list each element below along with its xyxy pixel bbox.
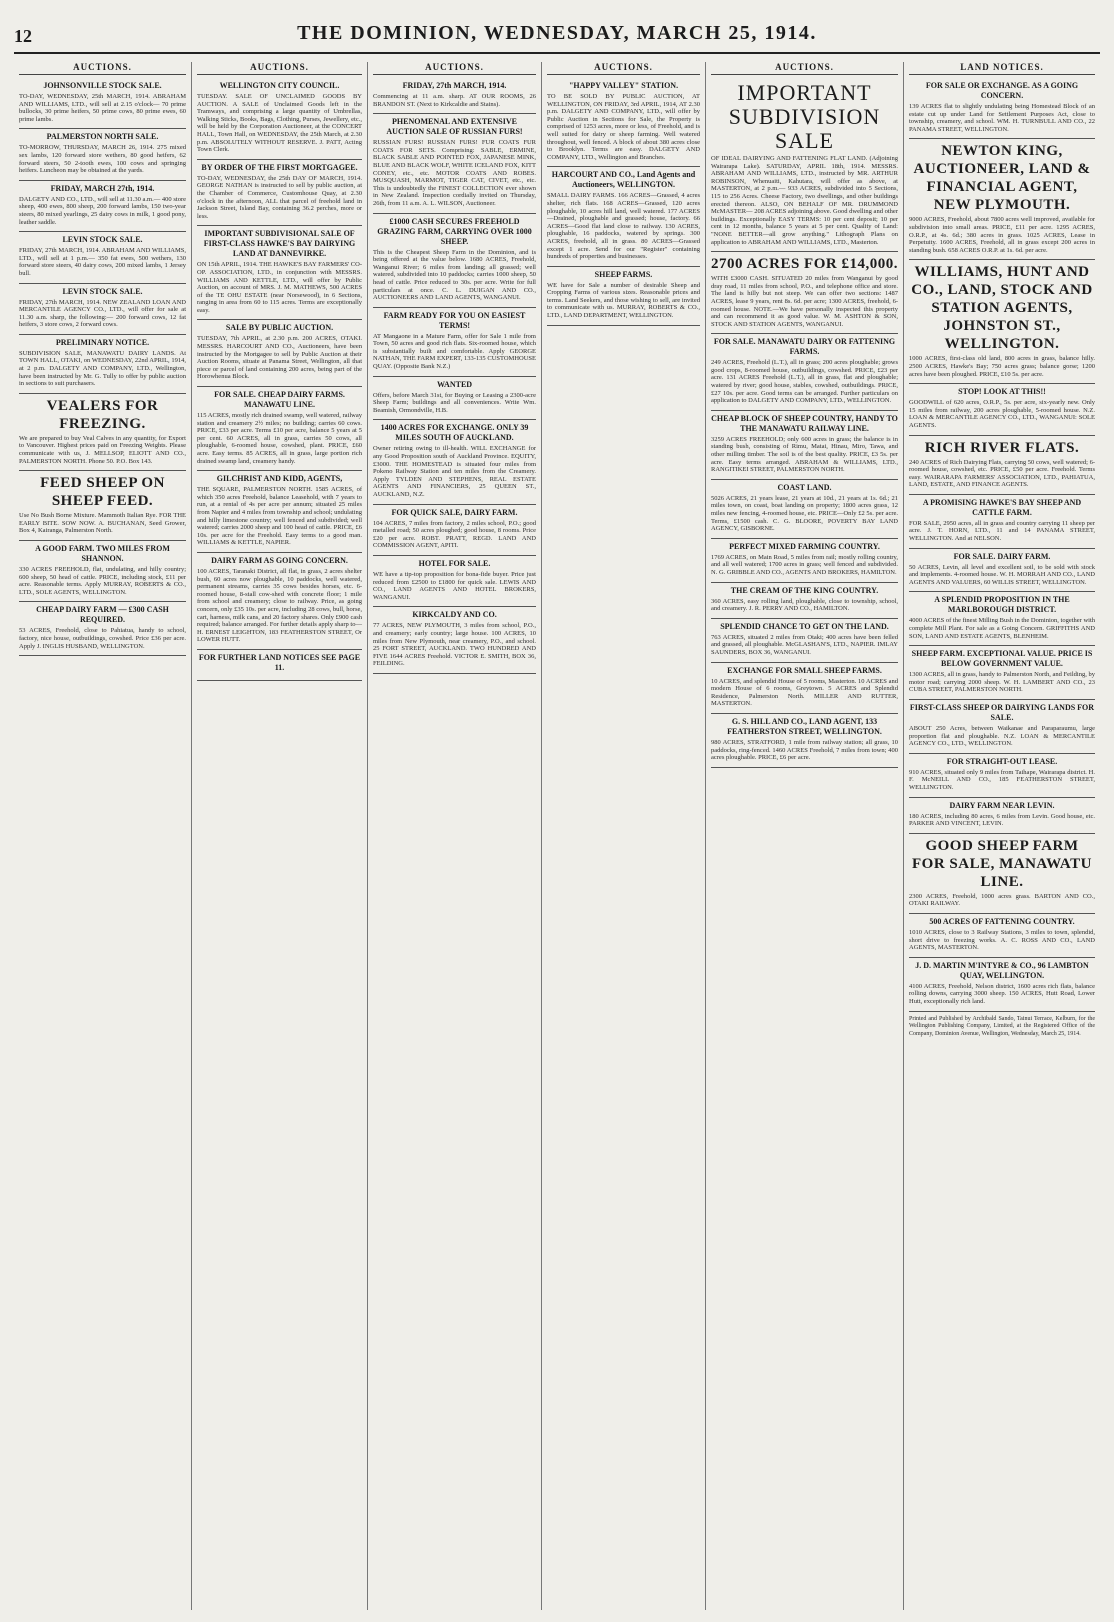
ad-title: LEVIN STOCK SALE. [62, 235, 143, 245]
advertisement [711, 78, 898, 252]
advertisement [373, 78, 536, 114]
ad-body: 5026 ACRES, 21 years lease, 21 years at 10d., 21 years at 1s. 6d.; 21 miles town, on coast, boat landing on property; 1800 acres grass, 12 miles new fencing, 4-roomed house, etc. PRICE—Only £2 5s. per acre. Terms, £1500 cash. C. G. BLOORE, POVERTY BAY LAND AGENCY, GISBORNE. [711, 494, 898, 533]
ad-body: TO BE SOLD BY PUBLIC AUCTION, AT WELLINGTON, ON FRIDAY, 3rd APRIL, 1914, AT 2.30 p.m. DALGETY AND COMPANY, LTD., will offer by Public Auction in Sections for Sale, the Property is comprised of 1253 acres, more or less, of Freehold, and is well suited for dairy or sheep farming. Well watered throughout, well fenced. A block of about 380 acres close to Brooklyn. Terms are easy. DALGETY AND COMPANY, LTD., Wellington and Branches. [547, 93, 700, 161]
ad-title: JOHNSONVILLE STOCK SALE. [43, 81, 162, 90]
advertisement [909, 646, 1095, 700]
advertisement [197, 78, 362, 160]
ad-title: DAIRY FARM AS GOING CONCERN. [211, 555, 348, 565]
ad-title: J. D. MARTIN M'INTYRE & CO., 96 LAMBTON QUAY, WELLINGTON. [915, 960, 1089, 980]
ad-body: 240 ACRES of Rich Dairying Flats, carrying 50 cows, well watered; 6-roomed house, cowshed, etc. PRICE, £50 per acre. Freehold. Terms easy. WAIRARAPA FARMERS' ASSOCIATION, LTD., PAHIATUA, LAND, ESTATE, AND FINANCE AGENTS. [909, 458, 1095, 489]
ad-body: FRIDAY, 27th MARCH, 1914. NEW ZEALAND LOAN AND MERCANTILE AGENCY CO., LTD., will offer for sale at 11.30 a.m. sharp, the following:— 200 forward cows, 12 fat heifers, 3 store cows, 2 forward cows. [19, 298, 186, 329]
ad-title: STOP! LOOK AT THIS!! [958, 387, 1046, 397]
advertisement [909, 139, 1095, 260]
advertisement [373, 377, 536, 421]
ad-body: Offers, before March 31st, for Buying or Leasing a 2300-acre Sheep Farm; buildings and all conveniences. Write Wm. Beamish, Ormondville, H.B. [373, 391, 536, 414]
ad-body: AT Mangaone in a Mature Farm, offer for Sale 1 mile from Town, 50 acres and good rich flats. Six-roomed house, which is substantially built and comfortable. Apply GEORGE NATHAN, THE FARM EXPERT, 133-135 CUSTOMHOUSE QUAY. (Opposite Bank N.Z.) [373, 332, 536, 371]
ad-body: RUSSIAN FURS! RUSSIAN FURS! FUR COATS FUR COATS FOR SETS. Comprising: SABLE, ERMINE, BLACK SABLE AND POINTED FOX, JAPANESE MINK, BLUE AND BLACK WOLF, WHITE ICELAND FOX, KITT CONEY, etc., etc. MOTOR COATS AND ROBES. MUSQUASH, MARMOT, TIGER CAT, CIVET, etc., etc. This is undoubtedly the FINEST COLLECTION ever shown in New Zealand. Inspection cordially invited on Thursday, 26th, from 11 a.m. A. L. WILSON, Auctioneer. [373, 139, 536, 207]
advertisement [547, 167, 700, 266]
ad-title: G. S. HILL AND CO., LAND AGENT, 133 FEATHERSTON STREET, WELLINGTON. [727, 716, 882, 736]
ad-title: SPLENDID CHANCE TO GET ON THE LAND. [720, 621, 889, 631]
advertisement [909, 495, 1095, 549]
ad-body: 9000 ACRES, Freehold, about 7800 acres well improved, available for subdivision into small areas. PRICE, £11 per acre. 1295 ACRES, O.R.P., at 4s. 6d.; 380 acres in grass. 1025 ACRES, Lease in Perpetuity. 1600 ACRES, Freehold, all in grass except 200 acres in standing bush. 658 ACRES O.R.P. at 1s. 6d. per acre. [909, 216, 1095, 254]
ad-title: FOR SALE. CHEAP DAIRY FARMS. MANAWATU LINE. [214, 390, 345, 410]
ad-body: TO-DAY, WEDNESDAY, the 25th DAY OF MARCH, 1914. GEORGE NATHAN is instructed to sell by public auction, at the Chamber of Commerce, Customhouse Quay, at 2.30 o'clock in the afternoon, ALL that parcel of freehold land in Jackson Street, Island Bay, containing 36.2 perches, more or less. [197, 174, 362, 220]
ad-title: FRIDAY, MARCH 27th, 1914. [50, 183, 155, 193]
ad-title: RICH RIVER FLATS. [924, 439, 1080, 456]
column-heading: AUCTIONS. [197, 62, 362, 75]
advertisement [19, 129, 186, 180]
ad-body: Commencing at 11 a.m. sharp. AT OUR ROOMS, 26 BRANDON ST. (Next to Kirkcaldie and Stains). [373, 93, 536, 108]
ad-title: FOR STRAIGHT-OUT LEASE. [946, 756, 1058, 766]
advertisement [19, 78, 186, 129]
ad-title: GOOD SHEEP FARM FOR SALE, MANAWATU LINE. [912, 837, 1092, 890]
ad-body: 77 ACRES, NEW PLYMOUTH, 3 miles from school, P.O., and creamery; early country; large house. 100 ACRES, 10 miles from New Plymouth, near creamery, P.O., and school. 25 FORT STREET, AUCKLAND. TWO HUNDRED AND FIVE 1644 ACRES Freehold. VICTOR E. SMITH, BOX 36, FEILDING. [373, 622, 536, 668]
ad-title: SALE BY PUBLIC AUCTION. [225, 323, 334, 333]
ad-body: We are prepared to buy Veal Calves in any quantity, for Export to Vancouver. Highest prices paid on Freezing Weights. Please communicate with us, J. MELLSOP, ELIOTT AND CO., PALMERSTON NORTH. Phone 50. P.O. Box 143. [19, 434, 186, 465]
advertisement [909, 754, 1095, 798]
advertisement [909, 436, 1095, 495]
ad-body: TO-DAY, WEDNESDAY, 25th MARCH, 1914. ABRAHAM AND WILLIAMS, LTD., will sell at 2.15 o'clock— 70 prime bullocks, 30 prime heifers, 50 prime cows, 80 prime ewes, 60 prime lambs. [19, 93, 186, 123]
ad-title: WANTED [436, 379, 473, 389]
ad-title: £1000 CASH SECURES FREEHOLD GRAZING FARM, CARRYING OVER 1000 SHEEP. [377, 216, 532, 246]
ad-body: TUESDAY, 7th APRIL, at 2.30 p.m. 200 ACRES, OTAKI. MESSRS. HARCOURT AND CO., Auctioneers, have been instructed by the Mortgagee to sell by Public Auction at their Auction Rooms, situate at Panama Street, Wellington, all that piece or parcel of land containing 200 acres, being part of the Horowhenua Block. [197, 335, 362, 381]
ad-body: 910 ACRES, situated only 9 miles from Taihape, Wairarapa district. H. F. McNEILL AND CO., 185 FEATHERSTON STREET, WELLINGTON. [909, 768, 1095, 791]
ad-body: GOODWILL of 620 acres, O.R.P., 5s. per acre, six-yearly new. Only 15 miles from railway, 200 acres ploughable, 5-roomed house. N.Z. LOAN & MERCANTILE AGENCY CO., LTD., WANGANUI: SOLE AGENTS. [909, 399, 1095, 429]
advertisement [711, 583, 898, 619]
advertisement [373, 308, 536, 377]
ad-body: 53 ACRES, Freehold, close to Pahiatua, handy to school, factory, nice house, outbuildings, cowshed. Price £36 per acre. Apply J. INGLIS HUSBAND, WELLINGTON. [19, 627, 186, 650]
ad-title: PHENOMENAL AND EXTENSIVE AUCTION SALE OF RUSSIAN FURS! [386, 117, 523, 137]
advertisement [909, 384, 1095, 435]
advertisement [711, 619, 898, 663]
advertisement [19, 394, 186, 471]
advertisement [373, 420, 536, 504]
ad-body: TO-MORROW, THURSDAY, MARCH 26, 1914. 275 mixed sex lambs, 120 forward store wethers, 80 good heifers, 62 forward steers, 50 2-tooth ewes, 100 cows and springing heifers. Luncheon may be obtained at the yards. [19, 144, 186, 175]
ad-body: 763 ACRES, situated 2 miles from Otaki; 400 acres have been felled and grassed, all ploughable. McGLASHAN'S, LTD., NAPIER. IMLAY SAUNDERS, BOX 36, WANGANUI. [711, 633, 898, 656]
ad-title: BY ORDER OF THE FIRST MORTGAGEE. [201, 162, 358, 172]
column-heading: AUCTIONS. [547, 62, 700, 75]
ad-body: 180 ACRES, including 80 acres, 6 miles from Levin. Good house, etc. PARKER AND VINCENT, LEVIN. [909, 812, 1095, 828]
ad-title: LEVIN STOCK SALE. [62, 286, 143, 296]
advertisement [19, 602, 186, 656]
ad-title: COAST LAND. [777, 482, 832, 492]
ad-title: PALMERSTON NORTH SALE. [46, 132, 159, 142]
advertisement [711, 480, 898, 539]
advertisement [373, 607, 536, 674]
ad-title: "HAPPY VALLEY" STATION. [568, 81, 679, 90]
ad-body: 1010 ACRES, close to 3 Railway Stations, 3 miles to town, splendid, short drive to freezing works. A. C. ROSS AND CO., LAND AGENTS, MASTERTON. [909, 928, 1095, 952]
column-heading: AUCTIONS. [19, 62, 186, 75]
column-heading: AUCTIONS. [373, 62, 536, 75]
ad-body: 360 ACRES, easy rolling land, ploughable, close to township, school, and creamery. J. R. PERRY AND CO., HAMILTON. [711, 597, 898, 613]
ad-body: 249 ACRES, Freehold (L.T.), all in grass; 200 acres ploughable; grows good crops, 8-roomed house, outbuildings, cowshed. PRICE, £23 per acre. 131 ACRES Freehold (L.T.), all in grass, flat and ploughable; watered by river; good house, stables, cowshed, outbuildings. PRICE, £27 10s. per acre. Good terms can be arranged. Further particulars on application to DALGETY AND COMPANY, LTD., WELLINGTON. [711, 359, 898, 405]
ad-body: FOR SALE, 2950 acres, all in grass and country carrying 11 sheep per acre. J. T. HORN, LTD., 11 and 14 PANAMA STREET, WELLINGTON. And at NELSON. [909, 519, 1095, 543]
ad-body: OF IDEAL DAIRYING AND FATTENING FLAT LAND. (Adjoining Wairarapa Lake). SATURDAY, APRIL 18th, 1914. MESSRS. ABRAHAM AND WILLIAMS, LTD., instructed by MR. ARTHUR ROBINSON, Whenuaiti, Kahutara, will offer as above, at MASTERTON, at 2 p.m.— 933 ACRES, subdivided into 5 Sections, 115 to 256 Acres. Cheese Factory, two dwellings, and other buildings erected thereon. ALSO, ON BEHALF OF MR. DRUMMOND McMASTER— 208 ACRES adjoining above. Good dwelling and other buildings. Exceptionally EASY TERMS: 10 per cent deposit; 10 per cent in 12 months, balance 5 years at 5 per cent. Quality of Land: "NONE BETTER—all grow anything." Lithograph Plans on application to ABRAHAM AND WILLIAMS, LTD., Masterton. [711, 155, 898, 246]
ad-body: 139 ACRES flat to slightly undulating being Homestead Block of an estate cut up under Land for Settlement Purposes Act, close to township, creamery, and school. WM. H. TURNBULL AND CO., 22 PANAMA STREET, WELLINGTON. [909, 103, 1095, 133]
column-2 [192, 62, 368, 1610]
ad-body: 1000 ACRES, first-class old land, 800 acres in grass, balance hilly. 2500 ACRES, Hawke's Bay; 750 acres grass; balance gorse; 1200 acres have been ploughed. PRICE, £10 5s. per acre. [909, 355, 1095, 378]
advertisement [373, 114, 536, 213]
ad-title: SHEEP FARM. EXCEPTIONAL VALUE. PRICE IS BELOW GOVERNMENT VALUE. [911, 649, 1093, 669]
printer-imprint: Printed and Published by Archibald Sando, Tainui Terrace, Kelburn, for the Wellington Publishing Company, Limited, at the Registered Office of the Company, Dominion Avenue, Wellington, Wednesday, March 25, 1914. [909, 1015, 1095, 1037]
ad-body: WE have for Sale a number of desirable Sheep and Cropping Farms of various sizes. Reasonable prices and terms. Land Seekers, and those wishing to sell, are invited to communicate with us. MURRAY, ROBERTS & CO., LTD., LAND DEPARTMENT, WELLINGTON. [547, 281, 700, 320]
ad-title: PERFECT MIXED FARMING COUNTRY. [729, 541, 880, 551]
advertisement [19, 284, 186, 335]
ad-body: Use No Bush Borne Mixture. Mammoth Italian Rye. FOR THE EARLY BITE. SOW NOW. A. BUCHANAN, Seed Grower, Box 4, Kairanga, Palmerston North. [19, 512, 186, 535]
ad-body: 104 ACRES, 7 miles from factory, 2 miles school, P.O.; good metalled road; 50 acres ploughed; good house, 8 rooms. Price £20 per acre. ROBT. PRATT, REGD. LAND AND COMMISSION AGENT, APITI. [373, 519, 536, 550]
advertisement [197, 226, 362, 320]
ad-title: FEED SHEEP ON SHEEP FEED. [40, 475, 165, 510]
ad-title: 500 ACRES OF FATTENING COUNTRY. [929, 916, 1075, 926]
ad-title: IMPORTANT SUBDIVISIONAL SALE OF FIRST-CLASS HAWKE'S BAY DAIRYING LAND AT DANNEVIRKE. [203, 229, 356, 259]
ad-body: WITH £3000 CASH. SITUATED 20 miles from Wanganui by good dray road, 11 miles from school, P.O., and telephone office and store. The land is hilly but not steep. We can offer two sections: 1487 ACRES, lease 9 years, rent 8s. 6d. per acre; 1300 ACRES, freehold, 6-roomed house. NOTE.—We have personally inspected this property and can recommend it as good value. W. M. ASHTON & SON, STOCK AND STATION AGENTS, WANGANUI. [711, 275, 898, 328]
ad-title: IMPORTANT SUBDIVISION SALE [728, 80, 881, 153]
ad-body: This is the Cheapest Sheep Farm in the Dominion, and is being offered at the value below. 1680 ACRES, Freehold, Wanganui River; 6 miles from landing; all grassed; well watered, subdivided into 10 paddocks; carries 1000 sheep, 50 head of cattle. Price reduced to 30s. per acre. Write for full particulars at once. C. L. DUIGAN AND CO., AUCTIONEERS AND LAND AGENTS, WANGANUI. [373, 248, 536, 302]
ad-title: FOR FURTHER LAND NOTICES SEE PAGE 11. [198, 652, 361, 672]
ad-title: PRELIMINARY NOTICE. [55, 337, 150, 347]
ad-title: 1400 ACRES FOR EXCHANGE. ONLY 39 MILES SOUTH OF AUCKLAND. [380, 423, 529, 443]
ad-body: DALGETY AND CO., LTD., will sell at 11.30 a.m.— 400 store sheep, 400 ewes, 800 sheep, 200 forward lambs, 150 two-year steers, 80 mixed yearlings, 25 dairy cows in milk, 1 good pony, leather saddle. [19, 195, 186, 226]
advertisement [373, 556, 536, 607]
ad-title: WELLINGTON CITY COUNCIL. [219, 81, 340, 90]
advertisement [19, 232, 186, 283]
advertisement [909, 958, 1095, 1012]
ad-body: 115 ACRES, mostly rich drained swamp, well watered, railway station and creamery 2½ miles; no building; carries 60 cows. PRICE, £33 per acre. Terms £10 per acre, balance 5 years at 5 per cent. 60 ACRES, all in grass, carries 50 cows, all ploughable, 6-roomed house, cowshed, plant. PRICE, £60 acre. Easy terms. 85 ACRES, all in grass, large portion rich drained swamp land, creamery handy. [197, 412, 362, 465]
ad-body: 50 ACRES, Levin, all level and excellent soil, to be sold with stock and implements. 4-roomed house. W. H. MORRAH AND CO., LAND AGENTS AND VALUERS, 60 WILLIS STREET, WELLINGTON. [909, 563, 1095, 586]
ad-title: A SPLENDID PROPOSITION IN THE MARLBOROUGH DISTRICT. [934, 595, 1070, 615]
column-6 [904, 62, 1100, 1610]
advertisement [197, 471, 362, 553]
ad-title: WILLIAMS, HUNT AND CO., LAND, STOCK AND STATION AGENTS, JOHNSTON ST., WELLINGTON. [911, 264, 1093, 353]
ad-title: FOR SALE. MANAWATU DAIRY OR FATTENING FARMS. [713, 337, 896, 357]
advertisement [711, 714, 898, 768]
ad-title: 2700 ACRES FOR £14,000. [711, 256, 898, 273]
advertisement [909, 78, 1095, 139]
ad-title: SHEEP FARMS. [594, 269, 653, 279]
advertisement [19, 181, 186, 232]
ad-title: THE CREAM OF THE KING COUNTRY. [730, 585, 879, 595]
ad-body: 1769 ACRES, on Main Road, 5 miles from rail; mostly rolling country, and all well watered; 1700 acres in grass; well fenced and subdivided. N. G. GRIBBLE AND CO., AGENTS AND BROKERS, HAMILTON. [711, 553, 898, 576]
ad-body: Owner retiring owing to ill-health. WILL EXCHANGE for any Good Proposition south of Auckland Province. EQUITY, £3000. THE HOMESTEAD is situated four miles from Pokeno Railway Station and ten miles from the Creamery. Apply TYLDEN AND STEPHENS, REAL ESTATE AGENTS AND FINANCIERS, 25 QUEEN ST., AUCKLAND, N.Z. [373, 445, 536, 498]
advertisement [373, 505, 536, 556]
ad-body: ABOUT 250 Acres, between Waikanae and Paraparaumu, large proportion flat and ploughable. N.Z. LOAN & MERCANTILE AGENCY CO., LTD., WELLINGTON. [909, 725, 1095, 748]
ad-body: ON 15th APRIL, 1914. THE HAWKE'S BAY FARMERS' CO-OP. ASSOCIATION, LTD., in conjunction with MESSRS. WILLIAMS AND KETTLE, LTD., will offer by Public Auction, on account of MRS. J. M. MATHEWS, 500 ACRES of the TE OHU ESTATE (near Norsewood), in 6 Sections, ranging in area from 60 to 115 acres. Terms are exceptionally easy. [197, 261, 362, 314]
ad-body: TUESDAY. SALE OF UNCLAIMED GOODS BY AUCTION. A SALE of Unclaimed Goods left in the Tramways, and comprising a large quantity of Umbrellas, Walking Sticks, Books, Bags, Clothing, Purses, Jewellery, etc., will be held by the Corporation Auctioneer, at the CONCERT HALL, Town Hall, on WEDNESDAY, the 25th March, at 2.30 p.m. ABSOLUTELY WITHOUT RESERVE. J. PATT, Acting Town Clerk. [197, 93, 362, 154]
advertisement [197, 650, 362, 681]
ad-body: SMALL DAIRY FARMS. 166 ACRES—Grassed, 4 acres shelter, rich flats. 168 ACRES—Grassed, 120 acres ploughable, 10 acres hill land, well watered. 177 ACRES—Drained, ploughable and grassed; house, factory. 66 ACRES—Good flat land close to railway. 130 ACRES, ploughable, 16 paddocks, watered by springs. 300 ACRES, freehold, all in grass. 80 ACRES—Grassed except 1 acre. Send for our "Register" containing hundreds of properties and businesses. [547, 192, 700, 261]
ad-body: 980 ACRES, STRATFORD, 1 mile from railway station; all grass, 10 paddocks, ring-fenced. 1460 ACRES Freehold, 7 miles from town; 400 acres ploughable. PRICE, £6 per acre. [711, 738, 898, 762]
ad-title: NEWTON KING, AUCTIONEER, LAND & FINANCIAL AGENT, NEW PLYMOUTH. [913, 143, 1091, 214]
ad-title: GILCHRIST AND KIDD, AGENTS, [216, 474, 343, 484]
ad-body: 330 ACRES FREEHOLD, flat, undulating, and hilly country; 600 sheep, 50 head of cattle. PRICE, including stock, £11 per acre. Reasonable terms. Apply MURRAY, ROBERTS & CO., LTD., SOLE AGENTS, WELLINGTON. [19, 566, 186, 596]
advertisement [197, 160, 362, 227]
ad-title: FOR SALE. DAIRY FARM. [953, 551, 1051, 561]
column-3 [368, 62, 542, 1610]
column-5 [706, 62, 904, 1610]
ad-title: FARM READY FOR YOU ON EASIEST TERMS! [383, 310, 526, 330]
ad-body: 4100 ACRES, Freehold, Nelson district, 1600 acres rich flats, balance rolling downs, carrying 3000 sheep. 150 ACRES, Hutt Road, Lower Hutt, exceptionally rich land. [909, 982, 1095, 1005]
advertisement [909, 914, 1095, 958]
page-number: 12 [14, 26, 32, 46]
advertisement [711, 334, 898, 411]
ad-title: HOTEL FOR SALE. [418, 558, 491, 568]
ad-body: 10 ACRES, and splendid House of 5 rooms, Masterton. 10 ACRES and modern House of 6 rooms, Greytown. 5 ACRES and Splendid Residence, Palmerston North. MILLER AND RUTTER, MASTERTON. [711, 677, 898, 708]
advertisement [19, 541, 186, 602]
ad-body: 2300 ACRES, Freehold, 1000 acres grass. BARTON AND CO., OTAKI RAILWAY. [909, 892, 1095, 908]
advertisement [711, 663, 898, 714]
advertisement [547, 78, 700, 167]
ad-title: DAIRY FARM NEAR LEVIN. [949, 800, 1055, 810]
ad-title: VEALERS FOR FREEZING. [46, 397, 159, 432]
columns-container [14, 62, 1100, 1610]
ad-title: CHEAP DAIRY FARM — £300 CASH REQUIRED. [36, 605, 169, 625]
ad-body: 100 ACRES, Taranaki District, all flat, in grass, 2 acres shelter bush, 60 acres now ploughable, 10 paddocks, well watered, permanent streams, carries 35 cows besides horses, etc. 6-roomed house, 8-stall cow-shed with concrete floor; 1 mile from school and creamery; close to railway. Price, as going concern, only £35 10s. per acre, including 28 cows, bull, horse, cart, harness, milk cans, and 20 factory shares. Only £900 cash required; balance arranged. For further details apply sharp to— H. ERNEST LEIGHTON, 183 FEATHERSTON STREET, Or LOWER HUTT. [197, 567, 362, 644]
advertisement [909, 592, 1095, 646]
ad-title: A GOOD FARM. TWO MILES FROM SHANNON. [35, 544, 170, 563]
ad-title: A PROMISING HAWKE'S BAY SHEEP AND CATTLE FARM. [922, 497, 1082, 517]
ad-body: THE SQUARE, PALMERSTON NORTH. 1585 ACRES, of which 350 acres Freehold, balance Leasehold, with 7 years to run, at a rental of 4s per acre per annum; situated 25 miles from Napier and 4 miles from township and school; undulating and hilly limestone country; well fenced and subdivided; well watered; carries 2000 sheep and 100 head of cattle. PRICE, £6 10s. per acre for the Freehold. Easy terms to a good man. WILLIAMS & KETTLE, NAPIER. [197, 486, 362, 547]
ad-body: 4000 ACRES of the finest Milling Bush in the Dominion, together with complete Mill Plant. For sale as a Going Concern. GRIFFITHS AND SON, LAND AND ESTATE AGENTS, BLENHEIM. [909, 617, 1095, 640]
ad-title: KIRKCALDY AND CO. [412, 610, 497, 620]
ad-title: FRIDAY, 27th MARCH, 1914. [402, 81, 507, 90]
column-1 [14, 62, 192, 1610]
ad-title: FIRST-CLASS SHEEP OR DAIRYING LANDS FOR SALE. [909, 703, 1095, 722]
advertisement [909, 260, 1095, 384]
advertisement [547, 267, 700, 326]
masthead [14, 18, 1100, 54]
advertisement [711, 539, 898, 583]
advertisement [909, 549, 1095, 593]
column-4 [542, 62, 706, 1610]
advertisement [711, 411, 898, 480]
column-heading: LAND NOTICES. [909, 62, 1095, 75]
advertisement [197, 387, 362, 471]
ad-body: 3259 ACRES FREEHOLD; only 600 acres in grass; the balance is in standing bush, consisting of Rimu, Matai, Hinau, Miro, Tawa, and other milling timber. The soil is of the best quality. PRICE, £3 5s. per acre. Easy terms arranged. ABRAHAM & WILLIAMS, LTD., RANGITIKEI STREET, PALMERSTON NORTH. [711, 435, 898, 474]
column-heading: AUCTIONS. [711, 62, 898, 75]
advertisement [197, 320, 362, 387]
ad-body: 1300 ACRES, all in grass, handy to Palmerston North, and Feilding, by motor road; carrying 2000 sheep. W. H. LAMBERT AND CO., 23 CUBA STREET, PALMERSTON NORTH. [909, 671, 1095, 694]
advertisement [19, 335, 186, 394]
advertisement [197, 553, 362, 650]
advertisement [909, 798, 1095, 834]
advertisement [909, 700, 1095, 754]
ad-title: FOR SALE OR EXCHANGE. AS A GOING CONCERN. [925, 81, 1079, 100]
newspaper-title: THE DOMINION, WEDNESDAY, MARCH 25, 1914. [297, 22, 817, 44]
ad-title: EXCHANGE FOR SMALL SHEEP FARMS. [727, 665, 882, 675]
ad-body: WE have a tip-top proposition for bona-fide buyer. Price just reduced from £2500 to £1800 for quick sale. LEWIS AND CO., LAND AGENTS AND HOTEL BROKERS, WANGANUI. [373, 570, 536, 601]
advertisement [373, 214, 536, 308]
advertisement [711, 252, 898, 334]
ad-body: FRIDAY, 27th MARCH, 1914. ABRAHAM AND WILLIAMS, LTD., will sell at 1 p.m.— 350 fat ewes, 500 wethers, 130 forward store steers, 40 dairy cows, 200 mixed lambs, 1 Jersey bull. [19, 247, 186, 277]
ad-body: SUBDIVISION SALE, MANAWATU DAIRY LANDS. At TOWN HALL, OTAKI, on WEDNESDAY, 22nd APRIL, 1914, at 2 p.m. DALGETY AND COMPANY, LTD., Wellington, have been instructed by Mr. G. Tully to offer by public auction in sections to suit purchasers. [19, 349, 186, 388]
ad-title: FOR QUICK SALE, DAIRY FARM. [391, 507, 518, 517]
advertisement [19, 471, 186, 541]
ad-title: CHEAP BLOCK OF SHEEP COUNTRY, HANDY TO THE MANAWATU RAILWAY LINE. [711, 413, 898, 433]
ad-title: HARCOURT AND CO., Land Agents and Auctioneers, WELLINGTON. [551, 170, 696, 190]
advertisement [909, 834, 1095, 914]
